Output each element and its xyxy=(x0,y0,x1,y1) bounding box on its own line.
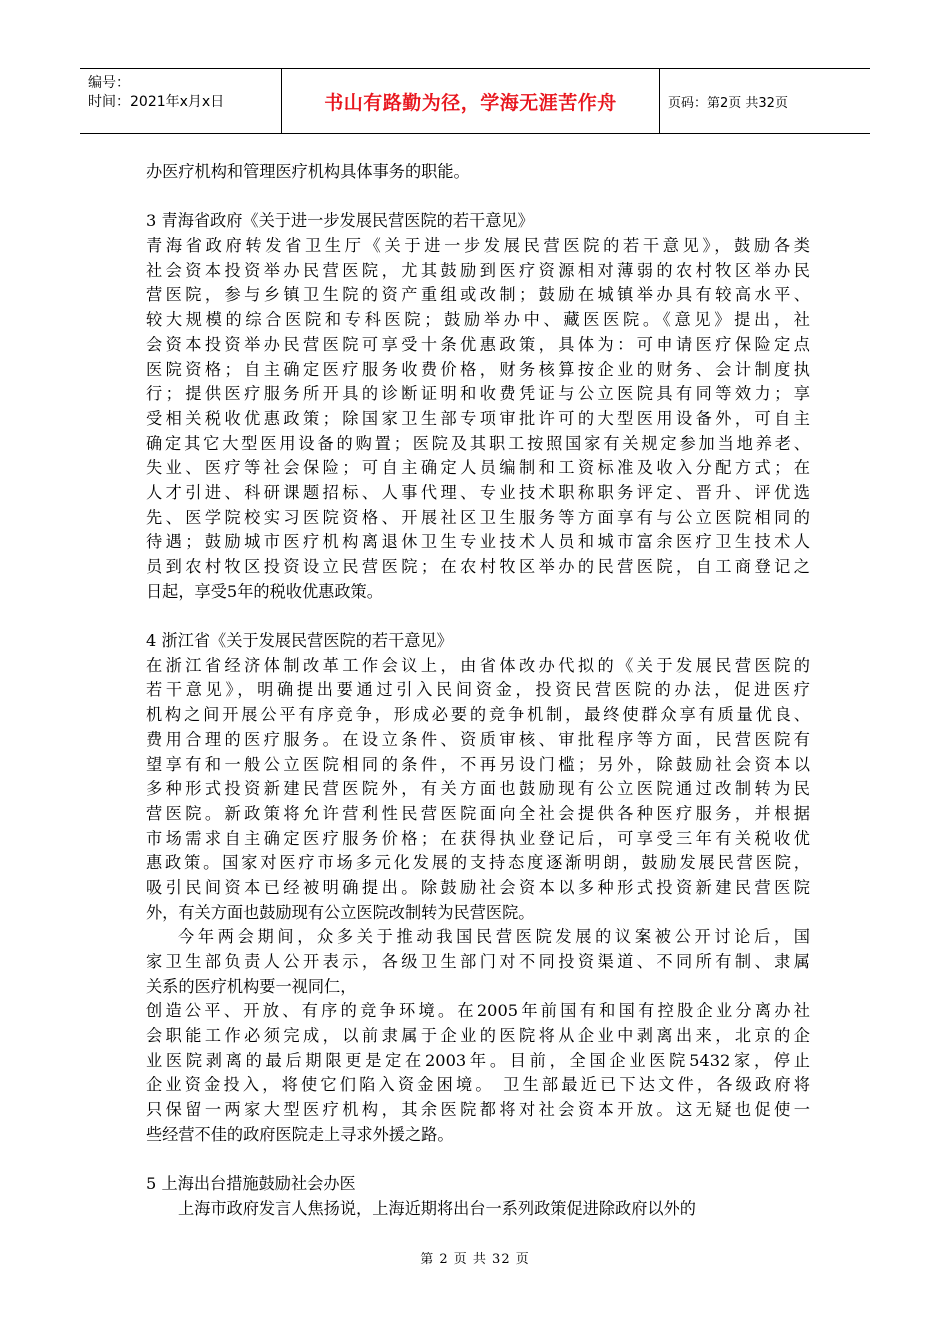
body-line: 会资本投资举办民营医院可享受十条优惠政策，具体为：可申请医疗保险定点 xyxy=(146,334,810,354)
document-body xyxy=(146,160,810,1222)
body-line: 关系的医疗机构要一视同仁， xyxy=(146,976,357,996)
body-line: 多种形式投资新建民营医院外，有关方面也鼓励现有公立医院通过改制转为民 xyxy=(146,779,810,799)
body-line: 费用合理的医疗服务。在设立条件、资质审核、审批程序等方面，民营医院有 xyxy=(146,729,810,749)
body-line: 业医院剥离的最后期限更是定在2003年。目前，全国企业医院5432家，停止 xyxy=(146,1050,810,1070)
body-line: 先、医学院校实习医院资格、开展社区卫生服务等方面享有与公立医院相同的 xyxy=(146,507,810,527)
body-line: 青海省政府转发省卫生厅《关于进一步发展民营医院的若干意见》，鼓励各类 xyxy=(146,236,810,256)
body-line: 行；提供医疗服务所开具的诊断证明和收费凭证与公立医院具有同等效力；享 xyxy=(146,384,810,404)
body-line: 待遇；鼓励城市医疗机构离退休卫生专业技术人员和城市富余医疗卫生技术人 xyxy=(146,532,810,552)
body-line: 社会资本投资举办民营医院，尤其鼓励到医疗资源相对薄弱的农村牧区举办民 xyxy=(146,260,810,280)
header-page-info: 页码：第2页 共32页 xyxy=(668,95,788,111)
body-line: 人才引进、科研课题招标、人事代理、专业技术职称职务评定、晋升、评优选 xyxy=(146,482,810,502)
body-line: 在浙江省经济体制改革工作会议上，由省体改办代拟的《关于发展民营医院的 xyxy=(146,655,810,675)
body-line: 市场需求自主确定医疗服务价格；在获得执业登记后，可享受三年有关税收优 xyxy=(146,828,810,848)
body-line: 些经营不佳的政府医院走上寻求外援之路。 xyxy=(146,1124,454,1144)
paragraph-gap xyxy=(146,604,810,629)
section-heading: 5 上海出台措施鼓励社会办医 xyxy=(146,1174,356,1194)
body-line: 日起，享受5年的税收优惠政策。 xyxy=(146,581,383,601)
section-heading: 3 青海省政府《关于进一步发展民营医院的若干意见》 xyxy=(146,211,534,231)
body-line: 外，有关方面也鼓励现有公立医院改制转为民营医院。 xyxy=(146,902,535,922)
body-line: 营医院。新政策将允许营利性民营医院面向全社会提供各种医疗服务，并根据 xyxy=(146,803,810,823)
body-line: 今年两会期间，众多关于推动我国民营医院发展的议案被公开讨论后，国 xyxy=(178,927,810,947)
paragraph-gap xyxy=(146,1148,810,1173)
body-line: 营医院，参与乡镇卫生院的资产重组或改制；鼓励在城镇举办具有较高水平、 xyxy=(146,285,810,305)
body-line: 医院资格；自主确定医疗服务收费价格，财务核算按企业的财务、会计制度执 xyxy=(146,359,810,379)
body-line: 企业资金投入，将使它们陷入资金困境。 卫生部最近已下达文件，各级政府将 xyxy=(146,1075,810,1095)
body-line: 若干意见》，明确提出要通过引入民间资金，投资民营医院的办法，促进医疗 xyxy=(146,680,810,700)
body-line: 办医疗机构和管理医疗机构具体事务的职能。 xyxy=(146,162,470,181)
body-line: 创造公平、开放、有序的竞争环境。在2005年前国有和国有控股企业分离办社 xyxy=(146,1001,810,1021)
body-line: 望享有和一般公立医院相同的条件，不再另设门槛；另外，除鼓励社会资本以 xyxy=(146,754,810,774)
body-line: 上海市政府发言人焦扬说，上海近期将出台一系列政策促进除政府以外的 xyxy=(178,1198,696,1218)
page-header xyxy=(80,68,870,134)
header-meta xyxy=(80,69,282,133)
paragraph-gap xyxy=(146,185,810,210)
body-line: 员到农村牧区投资设立民营医院；在农村牧区举办的民营医院，自工商登记之 xyxy=(146,557,810,576)
document-number-label: 编号： xyxy=(88,75,130,91)
section-heading: 4 浙江省《关于发展民营医院的若干意见》 xyxy=(146,631,453,651)
body-line: 确定其它大型医用设备的购置；医院及其职工按照国家有关规定参加当地养老、 xyxy=(146,433,810,453)
body-line: 吸引民间资本已经被明确提出。除鼓励社会资本以多种形式投资新建民营医院 xyxy=(146,877,810,897)
body-line: 机构之间开展公平有序竞争，形成必要的竞争机制，最终使群众享有质量优良、 xyxy=(146,705,810,725)
body-line: 会职能工作必须完成，以前隶属于企业的医院将从企业中剥离出来，北京的企 xyxy=(146,1026,810,1046)
body-line: 受相关税收优惠政策；除国家卫生部专项审批许可的大型医用设备外，可自主 xyxy=(146,408,810,428)
header-motto: 书山有路勤为径，学海无涯苦作舟 xyxy=(282,69,660,133)
body-line: 家卫生部负责人公开表示，各级卫生部门对不同投资渠道、不同所有制、隶属 xyxy=(146,952,810,971)
page-footer: 第 2 页 共 32 页 xyxy=(420,1252,530,1267)
document-time-label: 时间：2021年x月x日 xyxy=(88,94,225,110)
body-line: 失业、医疗等社会保险；可自主确定人员编制和工资标准及收入分配方式；在 xyxy=(146,458,810,478)
body-line: 只保留一两家大型医疗机构，其余医院都将对社会资本开放。这无疑也促使一 xyxy=(146,1100,810,1120)
body-line: 较大规模的综合医院和专科医院；鼓励举办中、藏医医院。《意见》提出，社 xyxy=(146,310,810,330)
body-line: 惠政策。国家对医疗市场多元化发展的支持态度逐渐明朗，鼓励发展民营医院， xyxy=(146,853,810,873)
